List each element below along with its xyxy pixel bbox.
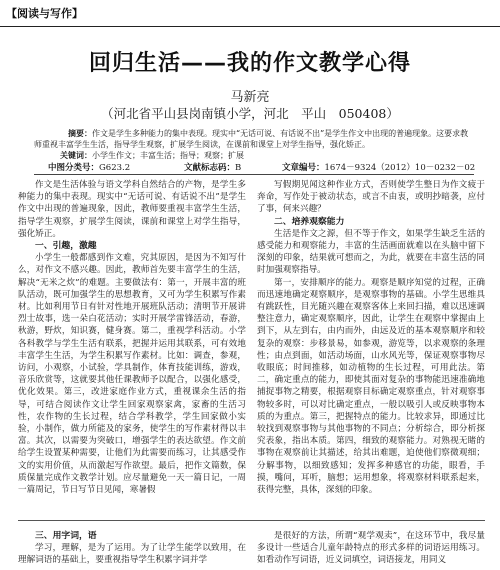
paragraph: 小学生一般都感到作文难，究其原因，是因为不知写什么，对作文不感兴趣。因此，教师首先要丰富学生的生活，解决“无米之炊”的难题。主要做法有：第一，开展丰富的班队活动，既可加强学生的思想教育，又可为学生积累写作素材。比如利用节日有针对性地开展班队活动；清明节开展讲烈士故事，选一朵白花活动；实时开展学雷锋活动，春游，秋游，野炊，知识赛，健身赛。第二，重视学科活动。小学各科教学与学生生活有联系，把握并运用其联系，可有效地丰富学生生活，为学生积累写作素材。比如：调查，参观，访问，小观察，小试验，学具制作，体育技能训练，游戏，音乐欣赏等，这就要其他任课教师予以配合，以强化感受，优化效果。第三，改进家庭作业方式，重视课余生活的指导，可结合阅读作文让学生回家观察家禽，家畜的生活习性，农作物的生长过程，结合学科教学，学生回家做小实验，小制作，做力所能及的家务，使学生的写作素材得以丰富。其次，以需要为突破口，增强学生的表达欲望。作文前给学生设置某种需要，让他们为此需要而练习，让其感受作文的实用价值，从而激起写作欲望。最后，把作文篇数，保质保量完成作文教学计划。应尽量避免一天一篇日记，一周一篇周记，节日写节日见闻，寒暑假 <box>18 253 246 496</box>
paragraph: 写假期见闻这种作业方式，否则使学生整日为作文疲于奔命，写作处于被动状态，或言不由衷，或明抄暗袭，应付了事，何来兴趣？ <box>257 180 485 215</box>
abstract <box>34 128 474 150</box>
paragraph: 是很好的方法，所谓“观学观卖”，在这环节中，我尽量多设计一些适合儿童年龄特点的形式多样的词语运用练习。如看动作写词语，近义词填空，词语接龙，用同义 <box>257 531 485 566</box>
section-heading: 二、培养观察能力 <box>274 216 345 227</box>
clc-value: G623.2 <box>99 163 131 173</box>
body-column-bottom-right <box>257 530 485 570</box>
article-number <box>282 161 475 173</box>
doc-value: B <box>235 163 242 173</box>
body-column-bottom-left <box>18 530 246 570</box>
keywords-text: 小学生作文；丰富生活；指导；观察；扩展 <box>92 151 244 160</box>
section-heading: 三、用字词，语 <box>35 531 97 541</box>
author: 马新亮 <box>230 90 270 105</box>
article-label: 文章编号： <box>282 163 325 173</box>
abstract-divider <box>34 174 474 175</box>
clc-label: 中图分类号： <box>48 163 100 173</box>
paragraph: 第一，安排顺序的能力。观察是顺序知觉的过程，正确而迅速地确定观察顺序，是观察事物的基础。小学生思维具有跳跃性，目光随兴趣在观察客体上来回扫描，难以迅速调整注意力，确定观察顺序，因此，让学生在观察中掌握由上到下，从左到右，由内而外，由远及近的基本观察顺序和较复杂的观察：步移景易，如参观，游览等，以求观察的条理性；由点到面，如活动场面，山水风光等，保证观察事物尽收眼底；时间推移，如动植物的生长过程，可用此法。第二，确定重点的能力，即使其面对复杂的事物能迅速准确地捕捉事物之精要，根据观察目标确定观察重点，针对观察事物较多时，可以对比确定重点，一般以吸引人或反映事物本质的为重点。第三，把握特点的能力。比较求异，即通过比较找到观察事物与其他事物的不同点；分析综合，即分析探究表象，指出本质。第四，细致的观察能力。对熟视无睹的事物在观察前让其描述，给其出难题，迫使他们察微观细；分解事物，以细致感知；发挥多种感官的功能，眼看，手摸，嘴问，耳听，脑想；运用想象，将观察材料联系起来，获得完整，具体，深刻的印象。 <box>257 277 485 496</box>
affiliation: （河北省平山县岗南镇小学，河北 平山 050408） <box>101 106 399 121</box>
section-tag: 【阅读与写作】 <box>6 7 83 20</box>
abstract-label: 摘要： <box>68 129 92 138</box>
doc-code <box>184 161 241 173</box>
bottom-divider <box>18 520 485 521</box>
keywords <box>34 150 474 161</box>
body-column-right <box>257 179 485 514</box>
header-band <box>0 0 500 27</box>
article-title: 回归生活——我的作文教学心得 <box>88 51 411 76</box>
paragraph: 生活是作文之源，但不等于作文，如果学生缺乏生活的感受能力和观察能力，丰富的生活画面就难以在头脑中留下深刻的印象，结果就可想而之，为此，就要在丰富生活的同时加强观察指导。 <box>257 228 485 276</box>
doc-label: 文献标志码： <box>184 163 236 173</box>
paragraph: 作文是生活体验与语文学科自然结合的产物，是学生多种能力的集中表现。现实中“无话可说、有话说不出”是学生作文中出现的普遍现象，因此，教师要重视丰富学生生活，指导学生观察，扩展学生阅读，课前和课堂上对学生指导，强化矫正。 <box>18 180 246 239</box>
section-heading: 一、引趣，激趣 <box>35 241 97 252</box>
keywords-label: 关键词： <box>60 151 92 160</box>
meta-row <box>34 161 474 173</box>
article-value: 1674－9324（2012）10－0232－02 <box>324 163 476 173</box>
abstract-text: 作文是学生多种能力的集中表现。现实中“无话可说、有话说不出”是学生作文中出现的普遍现象。这要求教师重视丰富学生生活，指导学生观察，扩展学生阅读，在课前和课堂上对学生指导，强化矫正。 <box>34 129 469 149</box>
paragraph: 学习，理解，是为了运用。为了让学生能学以致用，在理解词语的基础上，要重视指导学生积累字词并学 <box>18 543 246 566</box>
body-column-left <box>18 179 246 514</box>
clc-number <box>48 161 130 173</box>
